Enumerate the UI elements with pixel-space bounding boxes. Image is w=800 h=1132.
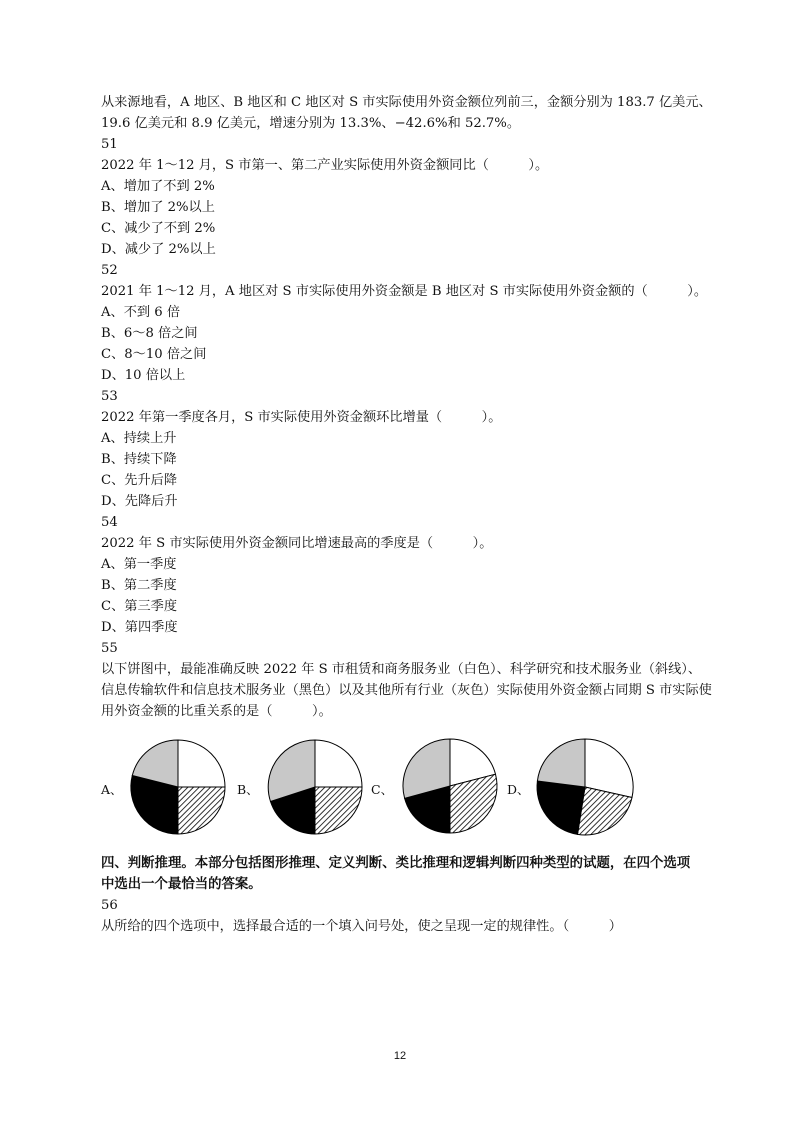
q54-option-c: C、第三季度 [101,599,178,614]
pie-label-c: C、 [371,782,394,797]
q53-stem: 2022 年第一季度各月，S 市实际使用外资金额环比增量（ ）。 [101,410,502,425]
q52-option-a: A、不到 6 倍 [101,305,181,320]
q55-stem-line-1: 以下饼图中，最能准确反映 2022 年 S 市租赁和商务服务业（白色）、科学研究和技术服务业（斜线）、 [101,662,702,677]
q52-option-d: D、10 倍以上 [101,368,186,383]
q53-option-c: C、先升后降 [101,473,178,488]
q53-number: 53 [101,389,118,404]
q51-option-d: D、减少了 2%以上 [101,242,216,257]
q55-number: 55 [101,641,118,656]
q51-option-c: C、减少了不到 2% [101,221,216,236]
pie-chart-c[interactable] [401,737,499,835]
pie-chart-a[interactable] [129,738,227,836]
q52-stem: 2021 年 1～12 月，A 地区对 S 市实际使用外资金额是 B 地区对 S 市实际使用外资金额的（ ）。 [101,284,708,299]
q54-option-d: D、第四季度 [101,620,178,635]
q55-stem-line-2: 信息传输软件和信息技术服务业（黑色）以及其他所有行业（灰色）实际使用外资金额占同期 S 市实际使 [101,683,712,698]
page-number: 12 [393,1050,407,1062]
q56-stem: 从所给的四个选项中，选择最合适的一个填入问号处，使之呈现一定的规律性。（ ） [101,919,622,934]
q56-number: 56 [101,898,118,913]
section-4-heading-line-2: 中选出一个最恰当的答案。 [101,877,262,892]
q52-option-c: C、8～10 倍之间 [101,347,207,362]
q53-option-d: D、先降后升 [101,494,178,509]
intro-line-1: 从来源地看，A 地区、B 地区和 C 地区对 S 市实际使用外资金额位列前三，金额分别为 183.7 亿美元、 [101,95,712,110]
pie-chart-d[interactable] [535,737,635,837]
q53-option-b: B、持续下降 [101,452,177,467]
q54-option-b: B、第二季度 [101,578,177,593]
q52-number: 52 [101,263,118,278]
pie-chart-b[interactable] [266,738,364,836]
q51-number: 51 [101,137,118,152]
q54-number: 54 [101,515,118,530]
q54-stem: 2022 年 S 市实际使用外资金额同比增速最高的季度是（ ）。 [101,536,493,551]
q52-option-b: B、6～8 倍之间 [101,326,198,341]
pie-label-a: A、 [101,782,123,797]
q51-stem: 2022 年 1～12 月，S 市第一、第二产业实际使用外资金额同比（ ）。 [101,158,549,173]
pie-label-d: D、 [507,782,530,797]
q55-stem-line-3: 用外资金额的比重关系的是（ ）。 [101,704,332,719]
pie-label-b: B、 [237,782,259,797]
q53-option-a: A、持续上升 [101,431,177,446]
q51-option-b: B、增加了 2%以上 [101,200,215,215]
q54-option-a: A、第一季度 [101,557,177,572]
q51-option-a: A、增加了不到 2% [101,179,215,194]
section-4-heading-line-1: 四、判断推理。本部分包括图形推理、定义判断、类比推理和逻辑判断四种类型的试题，在四个选项 [101,856,691,871]
intro-line-2: 19.6 亿美元和 8.9 亿美元，增速分别为 13.3%、−42.6%和 52.7%。 [101,116,521,131]
